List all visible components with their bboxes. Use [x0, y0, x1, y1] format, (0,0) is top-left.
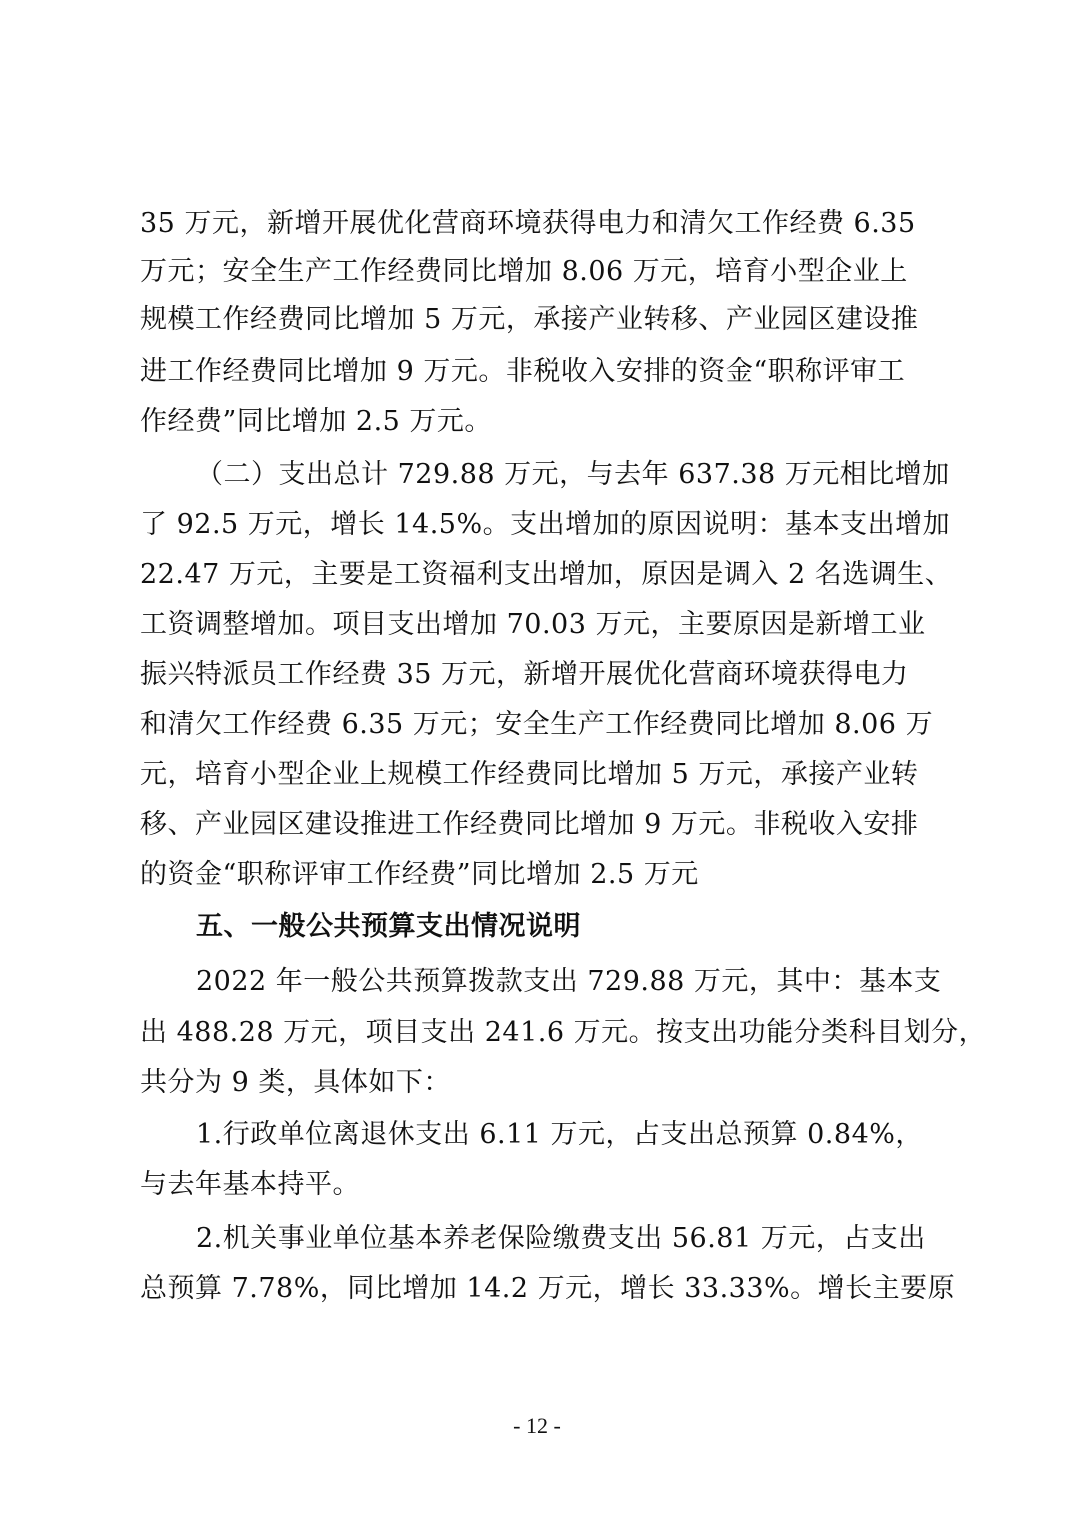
paragraph-line: 的资金“职称评审工作经费”同比增加 2.5 万元 [140, 859, 699, 890]
paragraph-line: 与去年基本持平。 [140, 1169, 360, 1200]
paragraph-line: 万元；安全生产工作经费同比增加 8.06 万元，培育小型企业上 [140, 256, 908, 287]
paragraph-line: 2.机关事业单位基本养老保险缴费支出 56.81 万元，占支出 [196, 1223, 926, 1254]
paragraph-line: 振兴特派员工作经费 35 万元，新增开展优化营商环境获得电力 [140, 659, 909, 690]
paragraph-line: 了 92.5 万元，增长 14.5%。支出增加的原因说明：基本支出增加 [140, 509, 951, 540]
paragraph-line: 2022 年一般公共预算拨款支出 729.88 万元，其中：基本支 [196, 966, 942, 997]
paragraph-line: 进工作经费同比增加 9 万元。非税收入安排的资金“职称评审工 [140, 356, 906, 387]
paragraph-line: 工资调整增加。项目支出增加 70.03 万元，主要原因是新增工业 [140, 609, 926, 640]
paragraph-line: 1.行政单位离退休支出 6.11 万元，占支出总预算 0.84%， [196, 1119, 923, 1150]
paragraph-line: 规模工作经费同比增加 5 万元，承接产业转移、产业园区建设推 [140, 304, 919, 335]
paragraph-line: 和清欠工作经费 6.35 万元；安全生产工作经费同比增加 8.06 万 [140, 709, 934, 740]
paragraph-line: 元，培育小型企业上规模工作经费同比增加 5 万元，承接产业转 [140, 759, 919, 790]
paragraph-line: 共分为 9 类，具体如下： [140, 1067, 451, 1098]
paragraph-line: （二）支出总计 729.88 万元，与去年 637.38 万元相比增加 [196, 459, 950, 490]
paragraph-line: 移、产业园区建设推进工作经费同比增加 9 万元。非税收入安排 [140, 809, 919, 840]
page-number: - 12 - [513, 1413, 561, 1438]
section-heading: 五、一般公共预算支出情况说明 [196, 911, 581, 942]
paragraph-line: 出 488.28 万元，项目支出 241.6 万元。按支出功能分类科目划分， [140, 1017, 987, 1048]
paragraph-line: 作经费”同比增加 2.5 万元。 [140, 406, 492, 437]
paragraph-line: 35 万元，新增开展优化营商环境获得电力和清欠工作经费 6.35 [140, 208, 916, 239]
paragraph-line: 总预算 7.78%，同比增加 14.2 万元，增长 33.33%。增长主要原 [140, 1273, 956, 1304]
paragraph-line: 22.47 万元，主要是工资福利支出增加，原因是调入 2 名选调生、 [140, 559, 953, 590]
